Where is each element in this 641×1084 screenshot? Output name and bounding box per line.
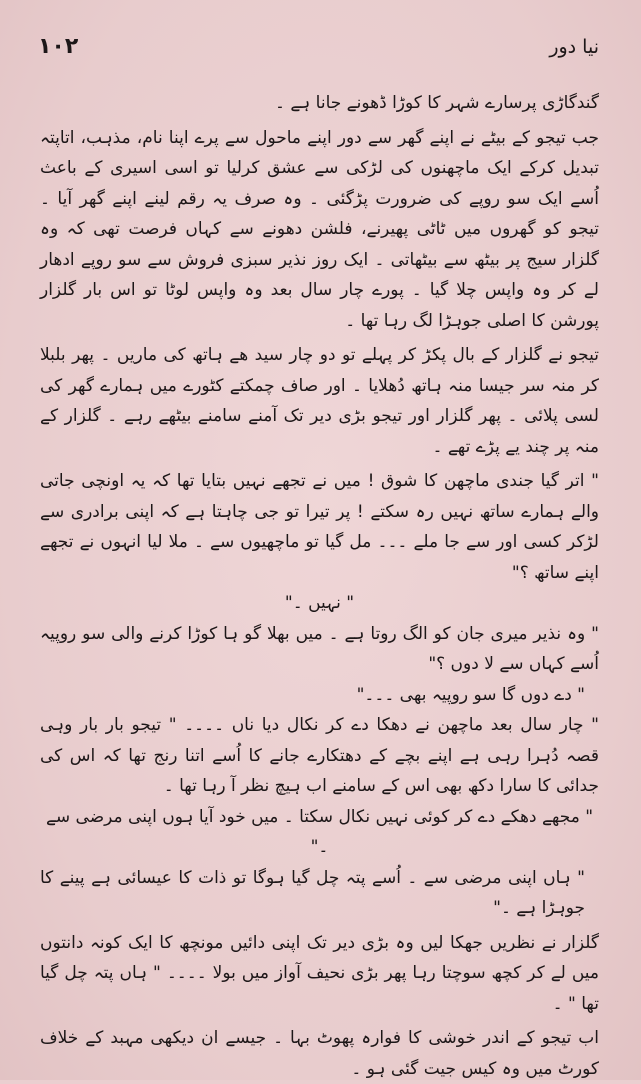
- page-header: [38, 34, 599, 68]
- body-text: [40, 88, 599, 1084]
- paragraph-3: تیجو نے گلزار کے بال پکڑ کر پہلے تو دو چار سید ھے ہاتھ کی ماریں ۔ پھر بلبلا کر منہ سر جیسا منہ ہاتھ دُھلایا ۔ اور صاف چمکتے کٹورے میں ہمارے گھر کی لسی پلائی ۔ پھر گلزار اور تیجو بڑی دیر تک آمنے سامنے بیٹھے رہے ۔ گلزار کے منہ پر چند یے پڑے تھے ۔: [40, 345, 599, 457]
- paragraph-11: گلزار نے نظریں جھکا لیں وہ بڑی دیر تک اپنی دائیں مونچھ کا ایک کونہ دانتوں میں لے کر کچھ سوچتا رہا پھر بڑی نحیف آواز میں بولا ۔۔۔۔ " ہاں پتہ چل گیا تھا " ۔: [40, 932, 599, 1014]
- paragraph-7: " دے دوں گا سو روپیہ بھی ۔۔۔": [356, 684, 585, 705]
- paragraph-10: " ہاں اپنی مرضی سے ۔ اُسے پتہ چل گیا ہوگا تو ذات کا عیسائی ہے پینے کا جوہڑا ہے ۔": [40, 867, 585, 918]
- paragraph-9: " مجھے دھکے دے کر کوئی نہیں نکال سکتا ۔ میں خود آیا ہوں اپنی مرضی سے ۔": [45, 806, 594, 857]
- paragraph-12: اب تیجو کے اندر خوشی کا فوارہ پھوٹ بہا ۔ جیسے ان دیکھی مہبد کے خلاف کورٹ میں وہ کیس جیت گئی ہو ۔: [40, 1028, 599, 1079]
- paragraph-8: " چار سال بعد ماچھن نے دھکا دے کر نکال دیا ناں ۔۔۔۔ " تیجو بار بار وہی قصہ دُہرا رہی ہے اپنے بچے کے دھتکارے جانے کا اُسے اتنا رنج تھا کہ اس کی جدائی کا سارا دکھ بھی اس کے سامنے اب ہیچ نظر آ رہا تھا ۔: [40, 715, 599, 796]
- running-title: نیا دور: [549, 36, 599, 58]
- paragraph-4: " اتر گیا جندی ماچھن کا شوق ! میں نے تجھے نہیں بتایا تھا کہ یہ اونچی جاتی والے ہمارے ساتھ نہیں رہ سکتے ! پر تیرا تو جی چاہتا ہے کہ اپنی برادری سے لڑکر کسی اور سے جا ملے ۔۔۔ مل گیا تو ماچھیوں سے ۔ ملا لیا انہوں نے تجھے اپنے ساتھ ؟": [40, 471, 599, 583]
- paragraph-2: جب تیجو کے بیٹے نے اپنے گھر سے دور اپنے ماحول سے پرے اپنا نام، مذہب، اتاپتہ تبدیل کرکے ایک ماچھنوں کی لڑکی سے عشق کرلیا تو اسی اسیری کے باعث اُسے ایک سو روپے کی ضرورت پڑگئی ۔ وہ صرف یہ رقم لینے اپنے گھر آیا ۔ تیجو کو گھروں میں ٹاٹی پھیرنے، فلشن دھونے سے کہاں فرصت تھی کہ وہ گلزار سیج پر بیٹھ سے بیٹھاتی ۔ ایک روز نذیر سبزی فروش سے سو روپے ادھار لے کر وہ واپس چلا گیا ۔ پورے چار سال بعد وہ واپس لوٹا تو اس بار گلزار پورشن کا اصلی جوہڑا لگ رہا تھا ۔: [40, 127, 599, 331]
- paragraph-6: " وہ نذیر میری جان کو الگ روتا ہے ۔ میں بھلا گو ہا کوڑا کرنے والی سو روپیہ اُسے کہاں سے لا دوں ؟": [40, 623, 599, 674]
- paragraph-1: گندگاڑی پرسارے شہر کا کوڑا ڈھونے جانا ہے ۔: [274, 93, 599, 113]
- paragraph-5: " نہیں ۔": [284, 593, 355, 613]
- page-number: ۱۰۲: [38, 34, 79, 59]
